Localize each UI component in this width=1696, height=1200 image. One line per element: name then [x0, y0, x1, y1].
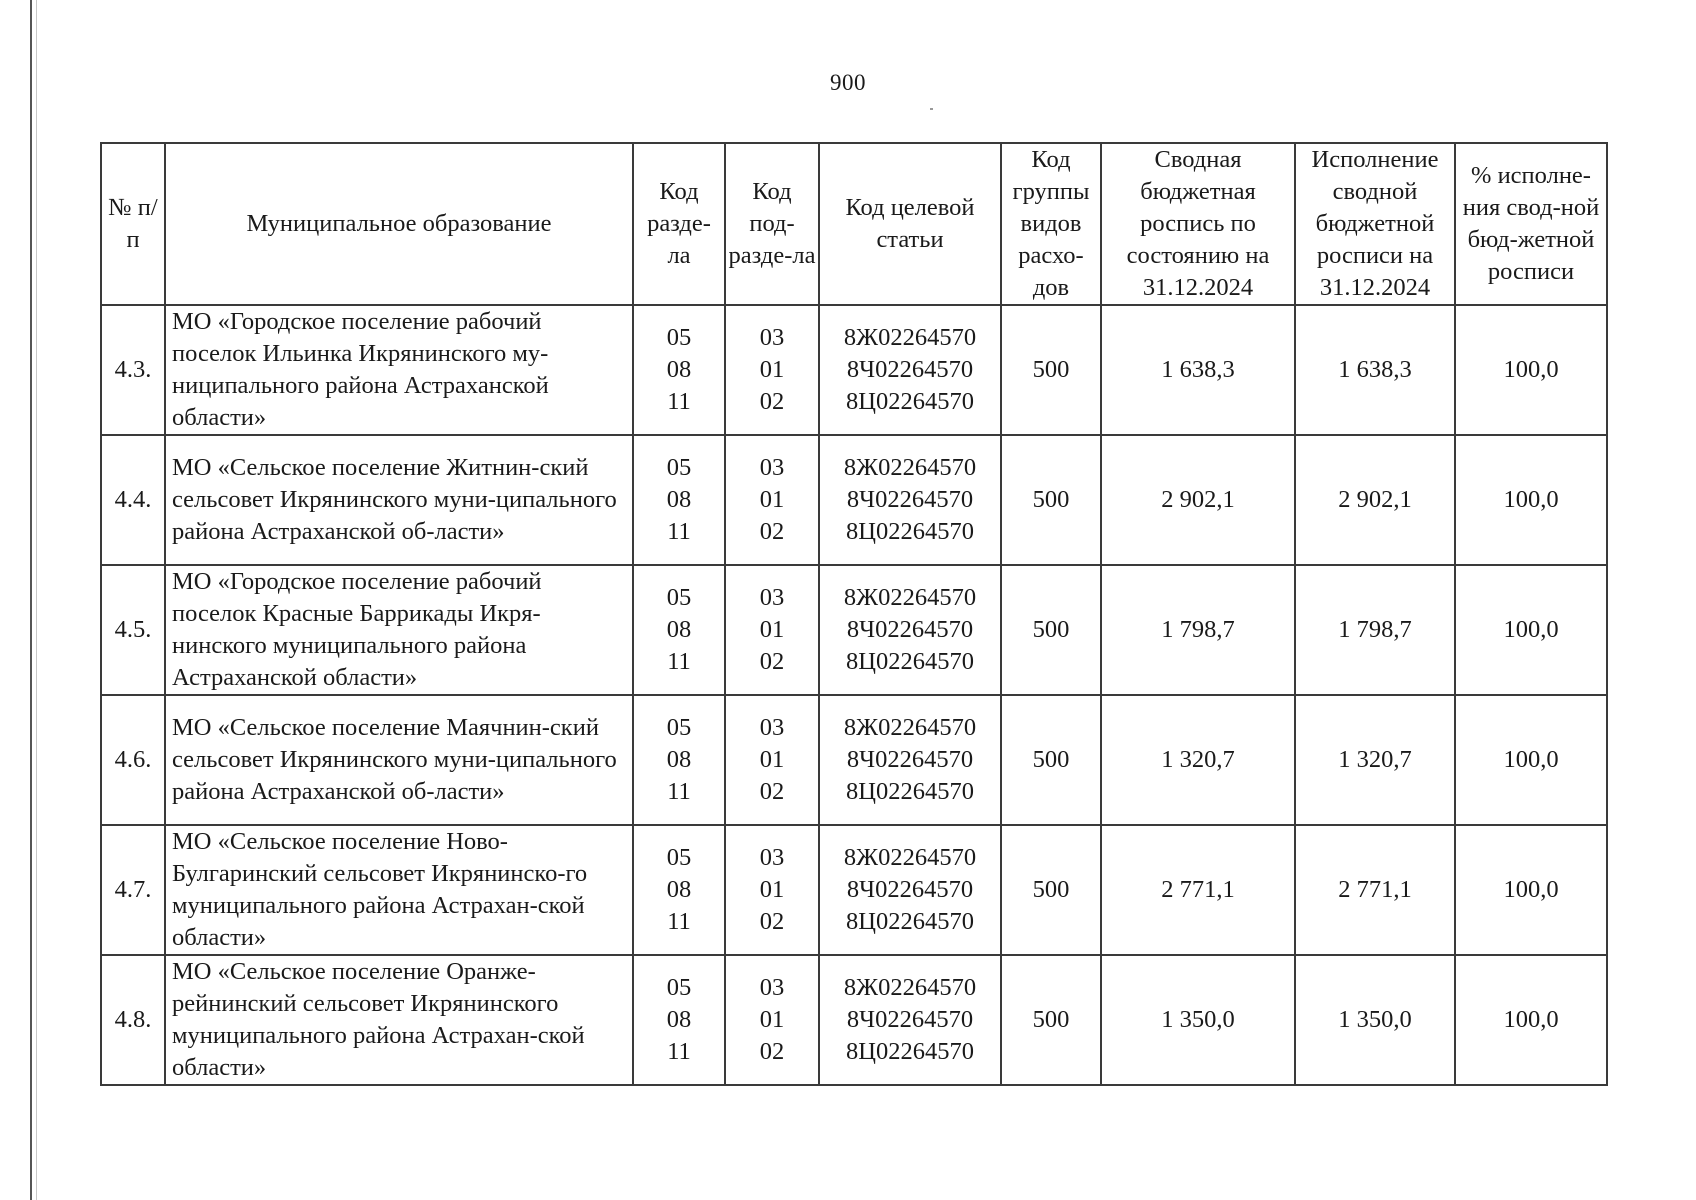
target-code: 8Ч02264570 — [846, 356, 974, 383]
row-percent: 100,0 — [1455, 305, 1607, 435]
section-code: 11 — [667, 648, 691, 675]
row-municipality: МО «Сельское поселение Житнин-ский сельсовет Икрянинского муни-ципального района Астраханской об-ласти» — [165, 435, 633, 565]
row-section-codes — [633, 695, 725, 825]
header-municipality: Муниципальное образование — [165, 143, 633, 305]
table-row — [101, 695, 1607, 825]
target-code: 8Ц02264570 — [846, 388, 974, 415]
subsection-code: 02 — [759, 1038, 785, 1065]
row-planned: 1 350,0 — [1101, 955, 1295, 1085]
header-subsection-code: Код под-разде-ла — [725, 143, 819, 305]
subsection-code: 03 — [759, 324, 785, 351]
header-expense-group-code: Код группы видов расхо-дов — [1001, 143, 1101, 305]
section-code: 05 — [666, 324, 692, 351]
row-executed: 1 350,0 — [1295, 955, 1455, 1085]
row-executed: 2 902,1 — [1295, 435, 1455, 565]
target-code: 8Ч02264570 — [846, 616, 974, 643]
section-code: 05 — [666, 584, 692, 611]
target-code: 8Ч02264570 — [846, 746, 974, 773]
row-target-codes — [819, 565, 1001, 695]
row-planned: 1 638,3 — [1101, 305, 1295, 435]
row-percent: 100,0 — [1455, 435, 1607, 565]
subsection-code: 01 — [759, 1006, 785, 1033]
section-code: 08 — [666, 746, 692, 773]
row-target-codes — [819, 825, 1001, 955]
row-target-codes — [819, 305, 1001, 435]
row-num: 4.6. — [101, 695, 165, 825]
section-code: 08 — [666, 1006, 692, 1033]
table-row — [101, 435, 1607, 565]
target-code: 8Ч02264570 — [846, 486, 974, 513]
row-num: 4.7. — [101, 825, 165, 955]
row-percent: 100,0 — [1455, 565, 1607, 695]
row-executed: 2 771,1 — [1295, 825, 1455, 955]
target-code: 8Ц02264570 — [846, 778, 974, 805]
page-number: 900 — [830, 70, 866, 95]
row-subsection-codes — [725, 955, 819, 1085]
target-code: 8Ж02264570 — [843, 324, 977, 351]
table-row — [101, 825, 1607, 955]
header-section-code: Код разде-ла — [633, 143, 725, 305]
row-planned: 1 320,7 — [1101, 695, 1295, 825]
scan-left-edge — [30, 0, 32, 1200]
section-code: 11 — [667, 388, 691, 415]
subsection-code: 03 — [759, 584, 785, 611]
section-code: 05 — [666, 974, 692, 1001]
header-planned-budget: Сводная бюджетная роспись по состоянию на 31.12.2024 — [1101, 143, 1295, 305]
budget-execution-table — [100, 142, 1608, 1086]
row-municipality: МО «Сельское поселение Оранже-рейнинский сельсовет Икрянинского муниципального района Астрахан-ской области» — [165, 955, 633, 1085]
row-executed: 1 798,7 — [1295, 565, 1455, 695]
row-subsection-codes — [725, 305, 819, 435]
header-num: № п/п — [101, 143, 165, 305]
row-subsection-codes — [725, 565, 819, 695]
section-code: 08 — [666, 486, 692, 513]
table-header-row — [101, 143, 1607, 305]
row-municipality: МО «Сельское поселение Маячнин-ский сельсовет Икрянинского муни-ципального района Астраханской об-ласти» — [165, 695, 633, 825]
row-num: 4.8. — [101, 955, 165, 1085]
section-code: 05 — [666, 844, 692, 871]
header-execution-percent: % исполне-ния свод-ной бюд-жетной росписи — [1455, 143, 1607, 305]
target-code: 8Ч02264570 — [846, 1006, 974, 1033]
section-code: 11 — [667, 1038, 691, 1065]
row-expense-group: 500 — [1001, 435, 1101, 565]
subsection-code: 02 — [759, 778, 785, 805]
scan-speck — [930, 108, 933, 110]
section-code: 11 — [667, 778, 691, 805]
section-code: 11 — [667, 518, 691, 545]
section-code: 08 — [666, 616, 692, 643]
section-code: 11 — [667, 908, 691, 935]
subsection-code: 01 — [759, 486, 785, 513]
subsection-code: 03 — [759, 974, 785, 1001]
row-target-codes — [819, 695, 1001, 825]
section-code: 08 — [666, 876, 692, 903]
row-planned: 1 798,7 — [1101, 565, 1295, 695]
row-municipality: МО «Городское поселение рабочий поселок Красные Баррикады Икря-нинского муниципального района Астраханской области» — [165, 565, 633, 695]
row-municipality: МО «Городское поселение рабочий поселок Ильинка Икрянинского му-ниципального района Астраханской области» — [165, 305, 633, 435]
subsection-code: 01 — [759, 616, 785, 643]
section-code: 08 — [666, 356, 692, 383]
table-row — [101, 955, 1607, 1085]
target-code: 8Ж02264570 — [843, 454, 977, 481]
scan-left-edge-shadow — [36, 0, 37, 1200]
row-target-codes — [819, 955, 1001, 1085]
row-percent: 100,0 — [1455, 695, 1607, 825]
row-executed: 1 638,3 — [1295, 305, 1455, 435]
target-code: 8Ц02264570 — [846, 908, 974, 935]
subsection-code: 02 — [759, 518, 785, 545]
subsection-code: 01 — [759, 356, 785, 383]
subsection-code: 01 — [759, 876, 785, 903]
section-code: 05 — [666, 454, 692, 481]
target-code: 8Ц02264570 — [846, 1038, 974, 1065]
row-target-codes — [819, 435, 1001, 565]
row-section-codes — [633, 955, 725, 1085]
section-code: 05 — [666, 714, 692, 741]
row-municipality: МО «Сельское поселение Ново-Булгаринский сельсовет Икрянинско-го муниципального района Астрахан-ской области» — [165, 825, 633, 955]
subsection-code: 03 — [759, 714, 785, 741]
target-code: 8Ж02264570 — [843, 974, 977, 1001]
target-code: 8Ч02264570 — [846, 876, 974, 903]
row-subsection-codes — [725, 825, 819, 955]
subsection-code: 02 — [759, 648, 785, 675]
subsection-code: 02 — [759, 388, 785, 415]
row-expense-group: 500 — [1001, 955, 1101, 1085]
target-code: 8Ж02264570 — [843, 844, 977, 871]
row-section-codes — [633, 825, 725, 955]
row-percent: 100,0 — [1455, 825, 1607, 955]
subsection-code: 02 — [759, 908, 785, 935]
row-section-codes — [633, 305, 725, 435]
header-executed-budget: Исполнение сводной бюджетной росписи на 31.12.2024 — [1295, 143, 1455, 305]
row-planned: 2 902,1 — [1101, 435, 1295, 565]
target-code: 8Ц02264570 — [846, 648, 974, 675]
row-subsection-codes — [725, 695, 819, 825]
row-expense-group: 500 — [1001, 565, 1101, 695]
row-expense-group: 500 — [1001, 305, 1101, 435]
row-executed: 1 320,7 — [1295, 695, 1455, 825]
row-section-codes — [633, 435, 725, 565]
row-expense-group: 500 — [1001, 825, 1101, 955]
header-target-code: Код целевой статьи — [819, 143, 1001, 305]
row-subsection-codes — [725, 435, 819, 565]
target-code: 8Ц02264570 — [846, 518, 974, 545]
row-num: 4.4. — [101, 435, 165, 565]
subsection-code: 01 — [759, 746, 785, 773]
row-num: 4.3. — [101, 305, 165, 435]
row-expense-group: 500 — [1001, 695, 1101, 825]
row-percent: 100,0 — [1455, 955, 1607, 1085]
table-row — [101, 565, 1607, 695]
target-code: 8Ж02264570 — [843, 714, 977, 741]
row-num: 4.5. — [101, 565, 165, 695]
row-planned: 2 771,1 — [1101, 825, 1295, 955]
table-row — [101, 305, 1607, 435]
target-code: 8Ж02264570 — [843, 584, 977, 611]
subsection-code: 03 — [759, 844, 785, 871]
subsection-code: 03 — [759, 454, 785, 481]
row-section-codes — [633, 565, 725, 695]
